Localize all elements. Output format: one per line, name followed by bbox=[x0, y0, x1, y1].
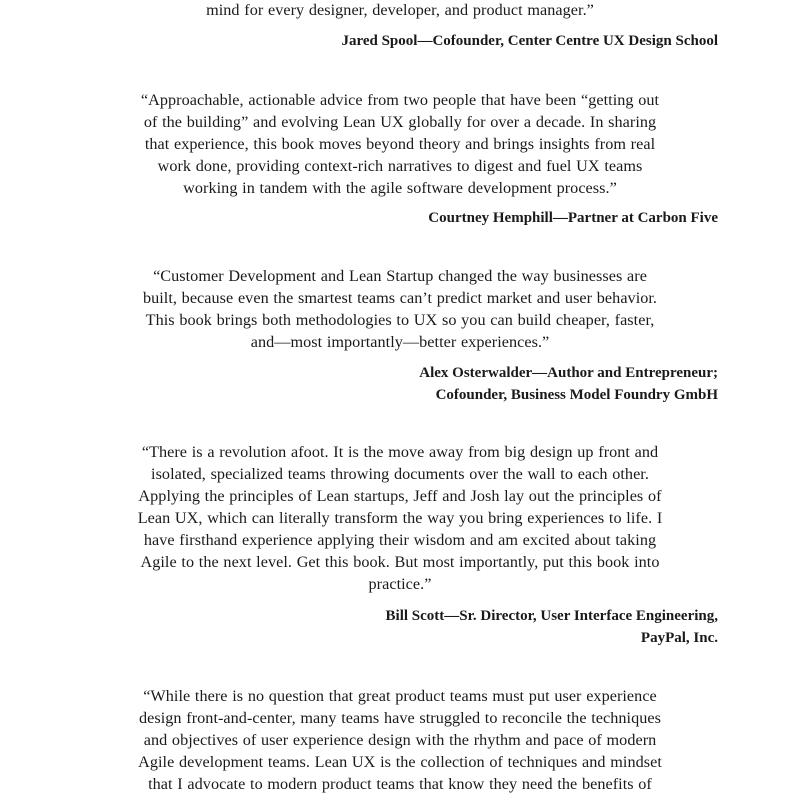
quote-line: have firsthand experience applying their wisdom and am excited about taking bbox=[143, 531, 657, 549]
testimonial-quote bbox=[82, 265, 718, 353]
attribution-line: Courtney Hemphill—Partner at Carbon Five bbox=[428, 210, 718, 226]
quote-line: Applying the principles of Lean startups, Jeff and Josh lay out the principles of bbox=[138, 487, 662, 505]
quote-line: Agile to the next level. Get this book. But most importantly, put this book into bbox=[140, 553, 660, 571]
quote-line: that I advocate to modern product teams that know they need the benefits of bbox=[148, 775, 652, 793]
quote-line: that experience, this book moves beyond theory and brings insights from real bbox=[144, 135, 656, 153]
quote-line: and objectives of user experience design with the rhythm and pace of modern bbox=[143, 731, 657, 749]
testimonial-quote bbox=[82, 0, 718, 21]
attribution-line: PayPal, Inc. bbox=[640, 630, 718, 646]
quote-line: design front-and-center, many teams have struggled to reconcile the techniques bbox=[139, 709, 661, 727]
quote-line: Agile development teams. Lean UX is the collection of techniques and mindset bbox=[138, 753, 662, 771]
quote-line: Lean UX, which can literally transform the way you bring experiences to life. I bbox=[137, 509, 663, 527]
quote-line: mind for every designer, developer, and product manager.” bbox=[206, 1, 594, 19]
testimonial-quote bbox=[82, 685, 718, 795]
quote-line: “While there is no question that great product teams must put user experience bbox=[143, 687, 657, 705]
quote-line: built, because even the smartest teams can’t predict market and user behavior. bbox=[142, 289, 658, 307]
testimonial-attribution bbox=[386, 605, 718, 649]
quote-line: isolated, specialized teams throwing documents over the wall to each other. bbox=[151, 465, 649, 483]
quote-line: This book brings both methodologies to UX so you can build cheaper, faster, bbox=[145, 311, 655, 329]
quote-line: “Approachable, actionable advice from two people that have been “getting out bbox=[140, 91, 660, 109]
attribution-line: Bill Scott—Sr. Director, User Interface Engineering, bbox=[385, 608, 718, 624]
quote-line: and—most importantly—better experiences.” bbox=[250, 333, 550, 351]
quote-line: work done, providing context-rich narratives to digest and fuel UX teams bbox=[157, 157, 643, 175]
testimonial-quote bbox=[82, 89, 718, 199]
attribution-line: Cofounder, Business Model Foundry GmbH bbox=[435, 387, 718, 403]
quote-line: practice.” bbox=[368, 575, 432, 593]
quote-line: of the building” and evolving Lean UX globally for over a decade. In sharing bbox=[143, 113, 657, 131]
attribution-line: Alex Osterwalder—Author and Entrepreneur; bbox=[419, 365, 718, 381]
quote-line: working in tandem with the agile software development process.” bbox=[183, 179, 617, 197]
quote-line: “Customer Development and Lean Startup changed the way businesses are bbox=[153, 267, 647, 285]
testimonial-attribution bbox=[419, 362, 718, 406]
testimonial-quote bbox=[82, 441, 718, 595]
quote-line: “There is a revolution afoot. It is the move away from big design up front and bbox=[141, 443, 659, 461]
attribution-line: Jared Spool—Cofounder, Center Centre UX Design School bbox=[341, 33, 718, 49]
testimonial-attribution bbox=[341, 30, 718, 52]
testimonial-attribution bbox=[428, 207, 718, 229]
